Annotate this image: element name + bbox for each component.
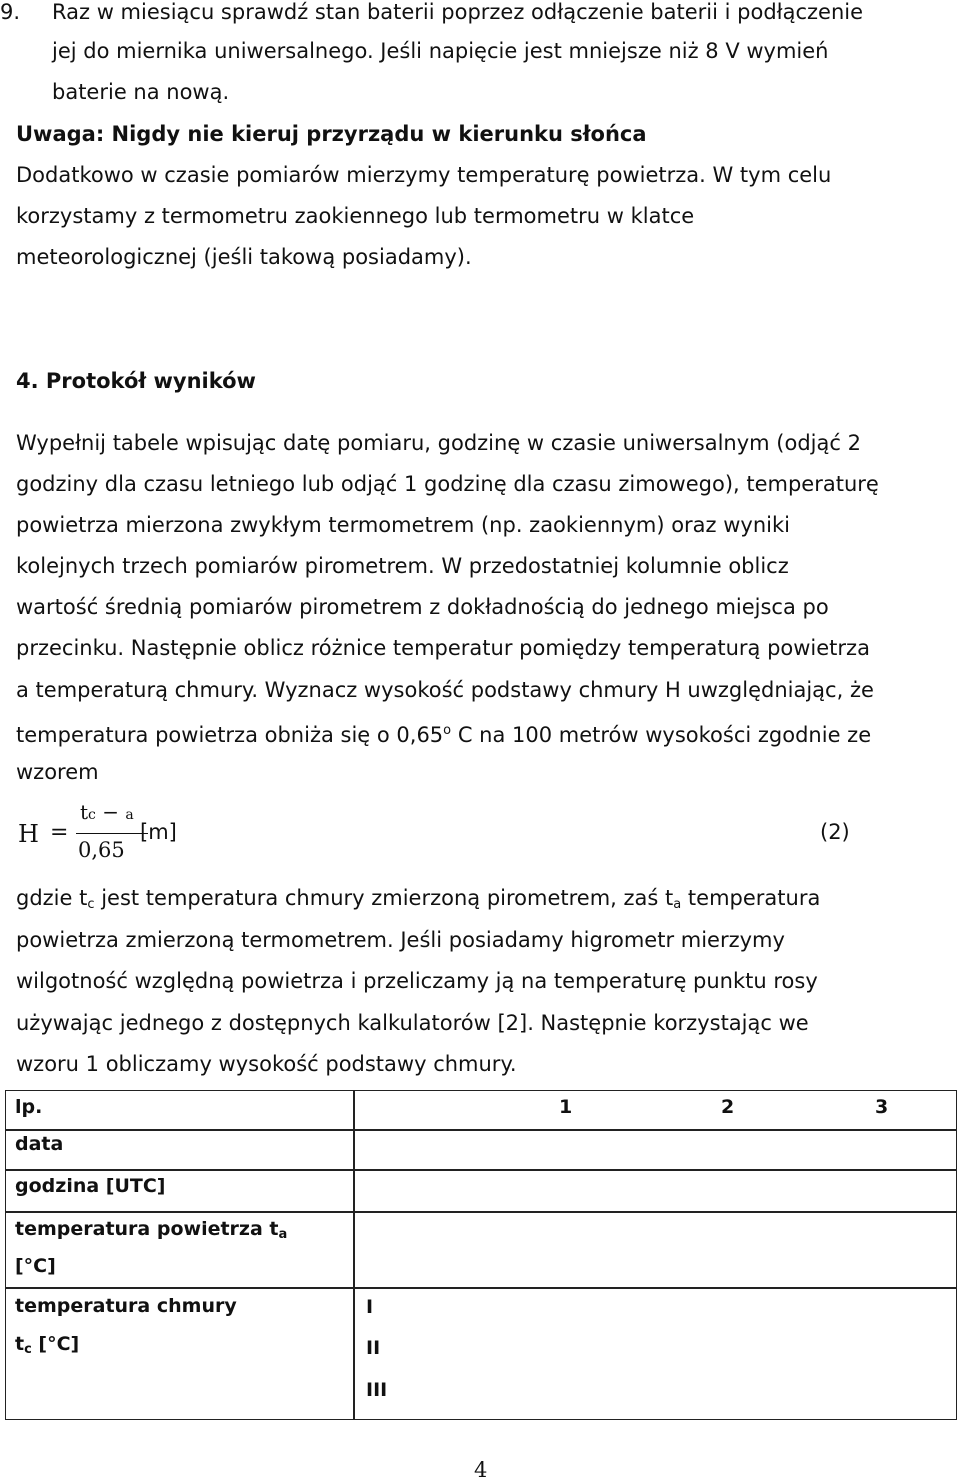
after-line-1-sub2: a xyxy=(673,897,682,912)
after-line-1 xyxy=(16,884,820,919)
paragraph-line-9: wzorem xyxy=(16,760,99,784)
after-line-5: wzoru 1 obliczamy wysokość podstawy chmury. xyxy=(16,1052,517,1076)
step9-line-1: Raz w miesiącu sprawdź stan baterii poprzez odłączenie baterii i podłączenie xyxy=(52,0,864,24)
after-line-2: powietrza zmierzoną termometrem. Jeśli posiadamy higrometr mierzymy xyxy=(16,928,785,952)
paragraph-line-8 xyxy=(16,717,871,749)
paragraph-line-2: godziny dla czasu letniego lub odjąć 1 godzinę dla czasu zimowego), temperaturę xyxy=(16,472,879,496)
step-number: 9. xyxy=(0,0,21,24)
table-row-label-air-temp-unit: [°C] xyxy=(15,1255,56,1277)
results-table xyxy=(5,1090,957,1420)
table-header-2: 2 xyxy=(721,1096,735,1118)
formula-reference: (2) xyxy=(820,820,850,844)
warning-text: Uwaga: Nigdy nie kieruj przyrządu w kierunku słońca xyxy=(16,122,647,146)
extra-line-1: Dodatkowo w czasie pomiarów mierzymy temperaturę powietrza. W tym celu xyxy=(16,163,832,187)
table-row-divider xyxy=(6,1129,956,1131)
after-line-1-b: jest temperatura chmury zmierzoną pirometrem, zaś t xyxy=(94,886,674,910)
after-line-1-c: temperatura xyxy=(681,886,821,910)
table-measurement-2: II xyxy=(366,1337,381,1359)
formula-lhs: H xyxy=(18,820,39,848)
section-heading: 4. Protokół wyników xyxy=(16,369,256,393)
cloud-temp-unit: [°C] xyxy=(31,1333,80,1355)
table-row-divider xyxy=(6,1211,956,1213)
paragraph-line-1: Wypełnij tabele wpisując datę pomiaru, godzinę w czasie uniwersalnym (odjąć 2 xyxy=(16,431,861,455)
formula-denominator: 0,65 xyxy=(78,838,125,862)
cloud-temp-sub: c xyxy=(24,1342,32,1357)
formula-unit: [m] xyxy=(140,820,177,844)
formula-minus: − xyxy=(102,800,120,824)
paragraph-line-5: wartość średnią pomiarów pirometrem z dokładnością do jednego miejsca po xyxy=(16,595,829,619)
degree-line-after: C na 100 metrów wysokości zgodnie ze xyxy=(451,723,872,747)
table-header-lp: lp. xyxy=(15,1096,43,1118)
paragraph-line-7: a temperaturą chmury. Wyznacz wysokość podstawy chmury H uwzględniając, że xyxy=(16,678,874,702)
degree-line-before: temperatura powietrza obniża się o 0,65 xyxy=(16,723,444,747)
table-row-label-time: godzina [UTC] xyxy=(15,1175,166,1197)
formula-c: c xyxy=(88,807,96,823)
table-row-label-date: data xyxy=(15,1133,64,1155)
after-line-3: wilgotność względną powietrza i przeliczamy ją na temperaturę punktu rosy xyxy=(16,969,818,993)
cloud-temp-t: t xyxy=(15,1333,25,1355)
step9-line-2: jej do miernika uniwersalnego. Jeśli napięcie jest mniejsze niż 8 V wymień xyxy=(52,39,829,63)
table-row-divider xyxy=(6,1287,956,1289)
air-temp-sub: a xyxy=(278,1227,288,1242)
table-header-3: 3 xyxy=(875,1096,889,1118)
paragraph-line-6: przecinku. Następnie oblicz różnice temperatur pomiędzy temperaturą powietrza xyxy=(16,636,870,660)
air-temp-label: temperatura powietrza t xyxy=(15,1218,279,1240)
table-measurement-1: I xyxy=(366,1296,374,1318)
after-line-1-sub1: c xyxy=(87,897,95,912)
step9-line-3: baterie na nową. xyxy=(52,80,230,104)
table-column-divider xyxy=(353,1091,355,1419)
table-measurement-3: III xyxy=(366,1379,388,1401)
after-line-1-a: gdzie t xyxy=(16,886,88,910)
extra-line-2: korzystamy z termometru zaokiennego lub termometru w klatce xyxy=(16,204,695,228)
table-row-label-cloud-temp-unit xyxy=(15,1333,79,1357)
table-row-divider xyxy=(6,1169,956,1171)
extra-line-3: meteorologicznej (jeśli takową posiadamy). xyxy=(16,245,472,269)
formula-a: a xyxy=(125,807,134,823)
formula-t: t xyxy=(80,800,89,824)
paragraph-line-4: kolejnych trzech pomiarów pirometrem. W przedostatniej kolumnie oblicz xyxy=(16,554,789,578)
page-number: 4 xyxy=(474,1458,488,1482)
fraction-bar xyxy=(76,833,148,834)
table-row-label-cloud-temp: temperatura chmury xyxy=(15,1295,237,1317)
degree-sup: o xyxy=(443,723,452,738)
table-row-label-air-temp xyxy=(15,1218,287,1242)
paragraph-line-3: powietrza mierzona zwykłym termometrem (np. zaokiennym) oraz wyniki xyxy=(16,513,790,537)
cloud-height-formula xyxy=(18,800,938,870)
after-line-4: używając jednego z dostępnych kalkulatorów [2]. Następnie korzystając we xyxy=(16,1011,809,1035)
table-header-1: 1 xyxy=(559,1096,573,1118)
formula-equals: = xyxy=(50,820,69,845)
formula-numerator xyxy=(80,800,134,824)
